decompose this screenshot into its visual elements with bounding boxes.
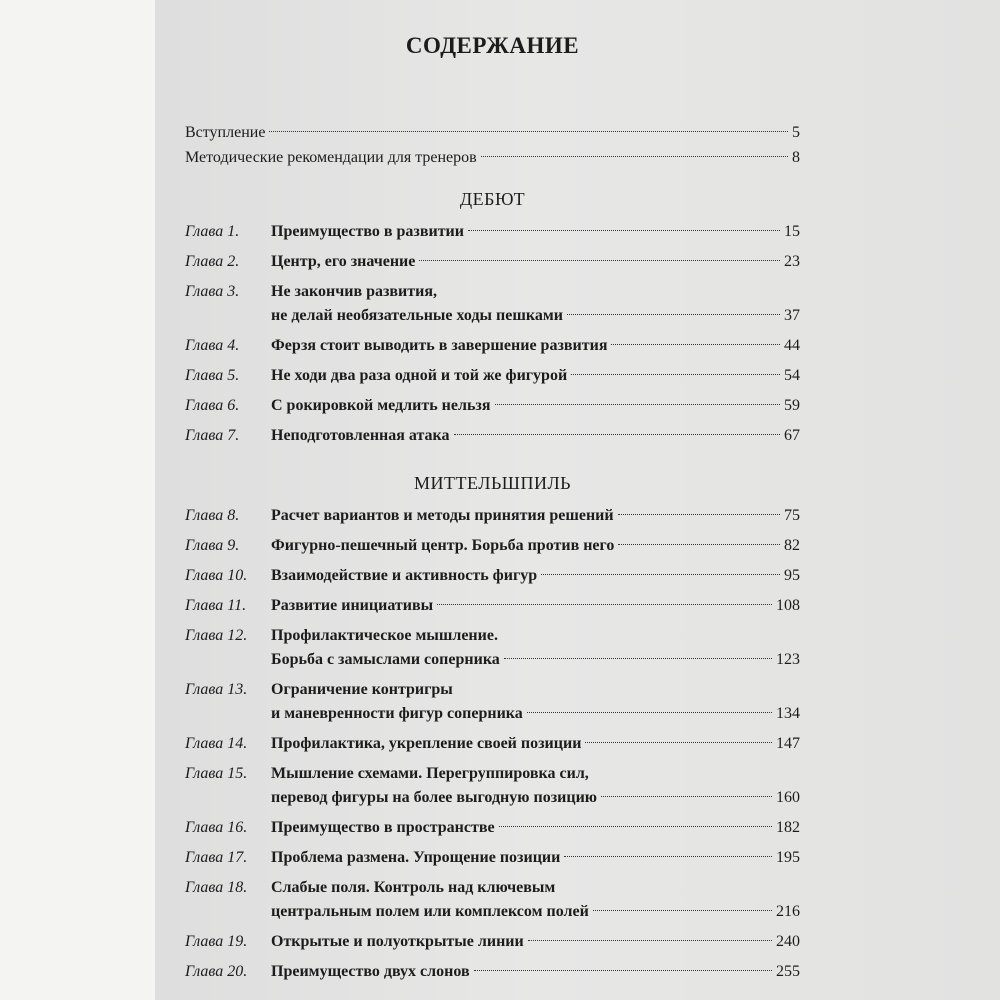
chapter-title [271,594,800,618]
dot-leader [437,604,772,605]
page-number: 108 [776,597,800,614]
entry-title: Вступление [185,124,266,141]
chapter-title-last-line [271,504,800,528]
chapter-entry [185,960,800,984]
chapter-title-last-line [271,564,800,588]
chapter-title [271,762,800,810]
chapter-entry [185,534,800,558]
chapter-title-line: Профилактическое мышление. [271,627,498,644]
section-heading: ДЕБЮТ [459,189,526,209]
chapter-title [271,732,800,756]
chapter-title-last-line [271,930,800,954]
page-number: 134 [776,705,800,722]
chapter-title [271,624,800,672]
chapter-title-last-line [271,534,800,558]
page-number: 160 [776,789,800,806]
chapter-title [271,364,800,388]
chapter-label: Глава 16. [185,819,248,836]
chapter-title-last-line [271,648,800,672]
dot-leader [585,742,772,743]
chapter-label: Глава 9. [185,537,240,554]
chapter-title [271,678,800,726]
chapter-title [271,846,800,870]
chapter-entry [185,364,800,388]
chapter-label: Глава 2. [185,253,240,270]
chapter-title-line: Фигурно-пешечный центр. Борьба против него [271,537,615,554]
chapter-label: Глава 12. [185,627,248,644]
dot-leader [611,344,780,345]
chapter-title-last-line [271,304,800,328]
chapter-entry [185,250,800,274]
dot-leader [567,314,780,315]
chapter-label: Глава 7. [185,427,240,444]
chapter-entry [185,678,800,726]
chapter-title [271,564,800,588]
page-number: 15 [784,223,800,240]
chapter-title-line: Преимущество в пространстве [271,819,495,836]
chapter-label: Глава 3. [185,283,240,300]
page-number: 195 [776,849,800,866]
page-title: СОДЕРЖАНИЕ [405,33,580,58]
chapter-entry [185,564,800,588]
chapter-title-line: Преимущество в развитии [271,223,464,240]
chapter-title-last-line [271,334,800,358]
chapter-title-line: Неподготовленная атака [271,427,450,444]
chapter-label: Глава 8. [185,507,240,524]
chapter-label: Глава 10. [185,567,248,584]
chapter-entry [185,504,800,528]
chapter-title [271,504,800,528]
page-number: 59 [784,397,800,414]
chapter-entry [185,624,800,672]
dot-leader [419,260,780,261]
dot-leader [601,796,772,797]
chapter-title-line: Открытые и полуоткрытые линии [271,933,524,950]
dot-leader [571,374,780,375]
chapter-title-last-line [271,846,800,870]
page-number: 37 [784,307,800,324]
dot-leader [618,544,780,545]
page-number: 44 [784,337,800,354]
entry-title: Методические рекомендации для тренеров [185,149,477,166]
chapter-title-last-line [271,250,800,274]
dot-leader [618,514,780,515]
dot-leader [481,156,788,157]
chapter-label: Глава 14. [185,735,248,752]
chapter-title-line: Мышление схемами. Перегруппировка сил, [271,765,589,782]
chapter-title-line: и маневренности фигур соперника [271,705,523,722]
dot-leader [564,856,772,857]
chapter-title-line: Борьба с замыслами соперника [271,651,500,668]
chapter-title [271,424,800,448]
chapter-label: Глава 11. [185,597,247,614]
chapter-entry [185,280,800,328]
chapter-title-last-line [271,960,800,984]
page-number: 67 [784,427,800,444]
page-number: 5 [792,124,800,141]
table-of-contents [185,30,800,990]
chapter-title-last-line [271,220,800,244]
chapter-entry [185,594,800,618]
chapter-title-last-line [271,424,800,448]
chapter-title-line: Проблема размена. Упрощение позиции [271,849,561,866]
chapter-title-line: Не ходи два раза одной и той же фигурой [271,367,568,384]
chapter-title [271,220,800,244]
chapter-title [271,394,800,418]
sections-container [185,186,800,984]
dot-leader [593,910,772,911]
chapter-title-line: центральным полем или комплексом полей [271,903,589,920]
page-number: 255 [776,963,800,980]
chapter-label: Глава 19. [185,933,248,950]
chapter-title-line: Профилактика, укрепление своей позиции [271,735,582,752]
chapter-title-line: Слабые поля. Контроль над ключевым [271,879,556,896]
chapter-title [271,250,800,274]
chapter-entry [185,424,800,448]
chapter-entry [185,876,800,924]
chapter-entry [185,762,800,810]
chapter-title-line: Не закончив развития, [271,283,438,300]
dot-leader [269,131,788,132]
chapter-title-line: перевод фигуры на более выгодную позицию [271,789,598,806]
chapter-title-line: Развитие инициативы [271,597,434,614]
page-number: 147 [776,735,800,752]
chapter-entry [185,732,800,756]
dot-leader [499,826,772,827]
chapter-title [271,960,800,984]
chapter-entry [185,930,800,954]
chapter-title-last-line [271,900,800,924]
chapter-title-line: Расчет вариантов и методы принятия решений [271,507,614,524]
chapter-title [271,334,800,358]
chapter-label: Глава 20. [185,963,248,980]
chapter-label: Глава 5. [185,367,240,384]
chapter-title-line: Взаимодействие и активность фигур [271,567,538,584]
page-number: 23 [784,253,800,270]
dot-leader [474,970,772,971]
page-number: 75 [784,507,800,524]
chapter-title-last-line [271,816,800,840]
dot-leader [528,940,772,941]
section-heading: МИТТЕЛЬШПИЛЬ [414,473,571,493]
page-number: 182 [776,819,800,836]
dot-leader [495,404,781,405]
chapter-title [271,280,800,328]
page-number: 82 [784,537,800,554]
front-matter [185,122,800,169]
chapter-label: Глава 18. [185,879,248,896]
chapter-title-line: Ограничение контригры [271,681,453,698]
chapter-title [271,930,800,954]
chapter-title [271,534,800,558]
page-number: 8 [792,149,800,166]
chapter-title-line: С рокировкой медлить нельзя [271,397,491,414]
chapter-title-last-line [271,702,800,726]
page-number: 216 [776,903,800,920]
dot-leader [527,712,772,713]
chapter-title-last-line [271,394,800,418]
chapter-entry [185,846,800,870]
chapter-entry [185,816,800,840]
chapter-title-last-line [271,594,800,618]
chapter-entry [185,394,800,418]
chapter-label: Глава 1. [185,223,240,240]
chapter-label: Глава 4. [185,337,240,354]
page-number: 54 [784,367,800,384]
chapter-title-last-line [271,786,800,810]
chapter-title-last-line [271,732,800,756]
toc-entry [185,122,800,144]
dot-leader [541,574,780,575]
toc-entry [185,147,800,169]
page-number: 240 [776,933,800,950]
chapter-title [271,816,800,840]
dot-leader [454,434,780,435]
chapter-title [271,876,800,924]
chapter-title-line: Центр, его значение [271,253,416,270]
chapter-entry [185,220,800,244]
chapter-title-last-line [271,364,800,388]
chapter-title-line: не делай необязательные ходы пешками [271,307,563,324]
page-number: 95 [784,567,800,584]
dot-leader [468,230,780,231]
chapter-title-line: Ферзя стоит выводить в завершение развития [271,337,608,354]
chapter-label: Глава 6. [185,397,240,414]
chapter-entry [185,334,800,358]
chapter-label: Глава 17. [185,849,248,866]
dot-leader [504,658,772,659]
page-number: 123 [776,651,800,668]
chapter-label: Глава 13. [185,681,248,698]
chapter-label: Глава 15. [185,765,248,782]
chapter-title-line: Преимущество двух слонов [271,963,470,980]
